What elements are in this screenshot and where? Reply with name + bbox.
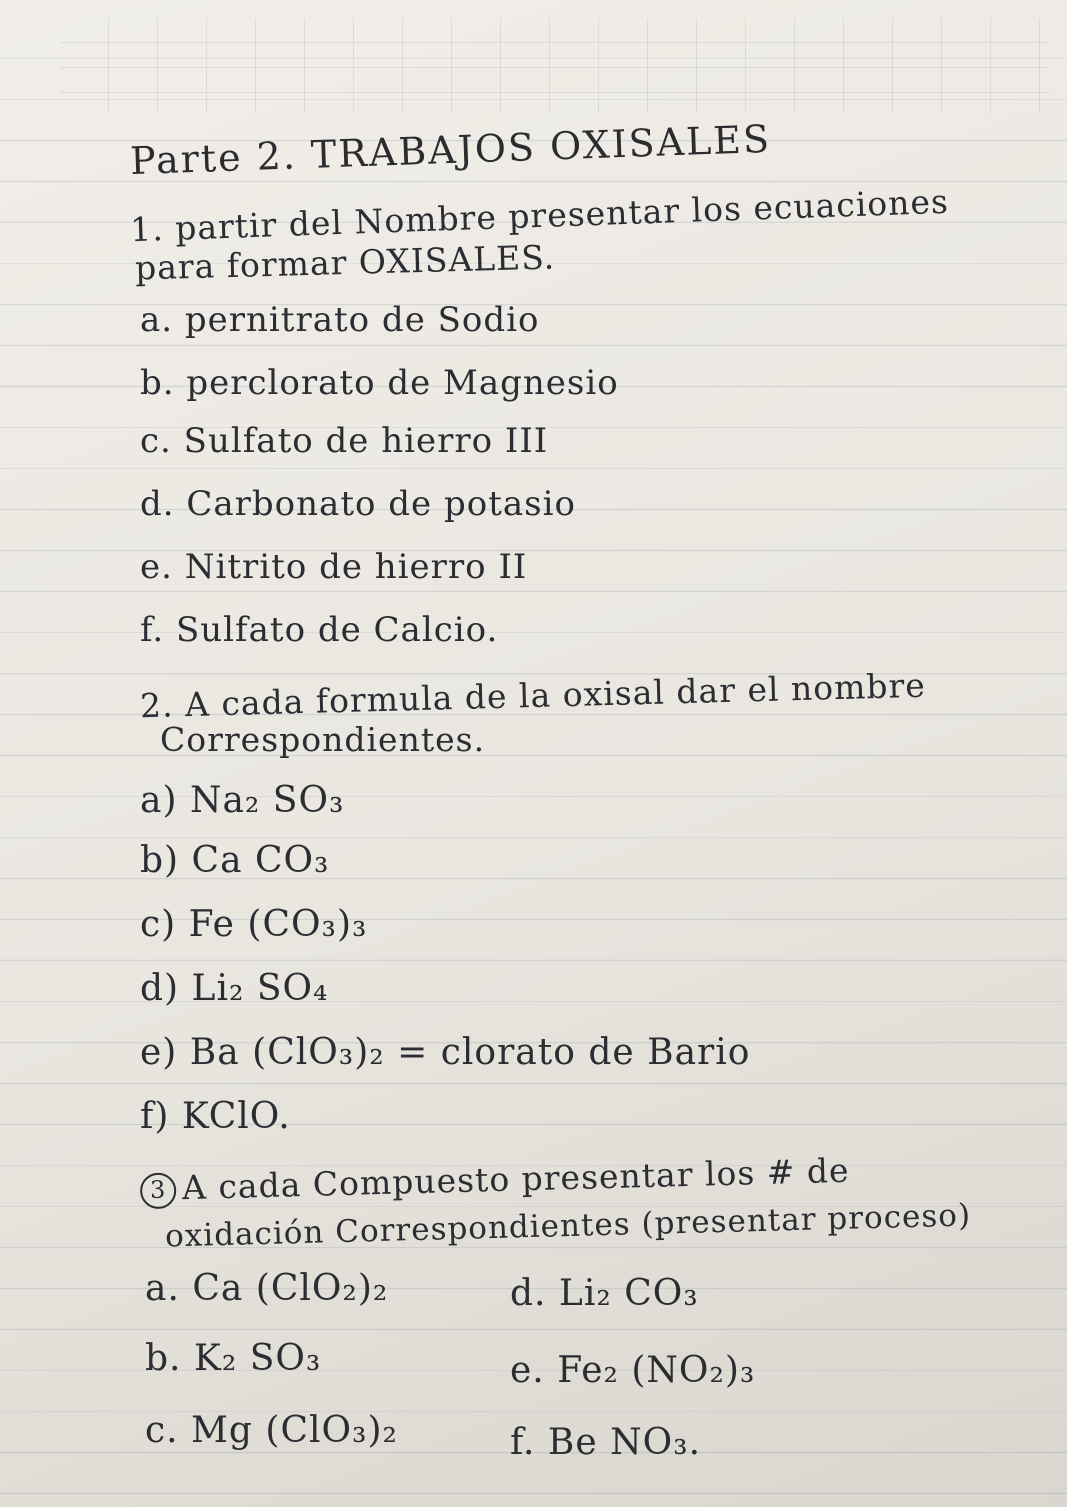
section-3-number: 3 xyxy=(140,1172,177,1209)
section-1-heading-line-2: para formar OXISALES. xyxy=(134,237,556,288)
section-3-item: a. Ca (ClO₂)₂ xyxy=(145,1268,389,1309)
section-2-item: a) Na₂ SO₃ xyxy=(140,780,345,821)
section-1-item: b. perclorato de Magnesio xyxy=(140,363,619,403)
section-1-item: f. Sulfato de Calcio. xyxy=(140,610,499,650)
page-title: Parte 2. TRABAJOS OXISALES xyxy=(129,116,772,184)
section-2-item: e) Ba (ClO₃)₂ = clorato de Bario xyxy=(140,1032,751,1073)
section-3-item: f. Be NO₃. xyxy=(510,1422,702,1463)
section-3-heading-line-2: oxidación Correspondientes (presentar proceso) xyxy=(164,1197,972,1255)
section-1-heading-line-1: 1. partir del Nombre presentar los ecuaciones xyxy=(129,181,950,250)
section-1-item: a. pernitrato de Sodio xyxy=(140,300,540,340)
section-2-item: d) Li₂ SO₄ xyxy=(140,968,329,1009)
section-3-heading-line-1 xyxy=(140,1151,850,1210)
section-3-heading-text: A cada Compuesto presentar los # de xyxy=(181,1150,851,1208)
section-1-item: c. Sulfato de hierro III xyxy=(140,421,549,461)
section-1-item: d. Carbonato de potasio xyxy=(140,484,576,524)
section-3-item: e. Fe₂ (NO₂)₃ xyxy=(510,1350,756,1391)
section-3-item: b. K₂ SO₃ xyxy=(145,1338,322,1379)
section-1-item: e. Nitrito de hierro II xyxy=(140,547,528,587)
section-3-item: d. Li₂ CO₃ xyxy=(510,1273,699,1314)
section-2-item: f) KClO. xyxy=(140,1096,291,1137)
section-2-heading-line-1: 2. A cada formula de la oxisal dar el nombre xyxy=(139,665,927,726)
section-2-item: c) Fe (CO₃)₃ xyxy=(140,904,368,945)
section-2-heading-line-2: Correspondientes. xyxy=(160,720,486,759)
section-3-item: c. Mg (ClO₃)₂ xyxy=(145,1410,398,1451)
section-2-item: b) Ca CO₃ xyxy=(140,840,330,881)
previous-page-grid xyxy=(60,18,1050,113)
